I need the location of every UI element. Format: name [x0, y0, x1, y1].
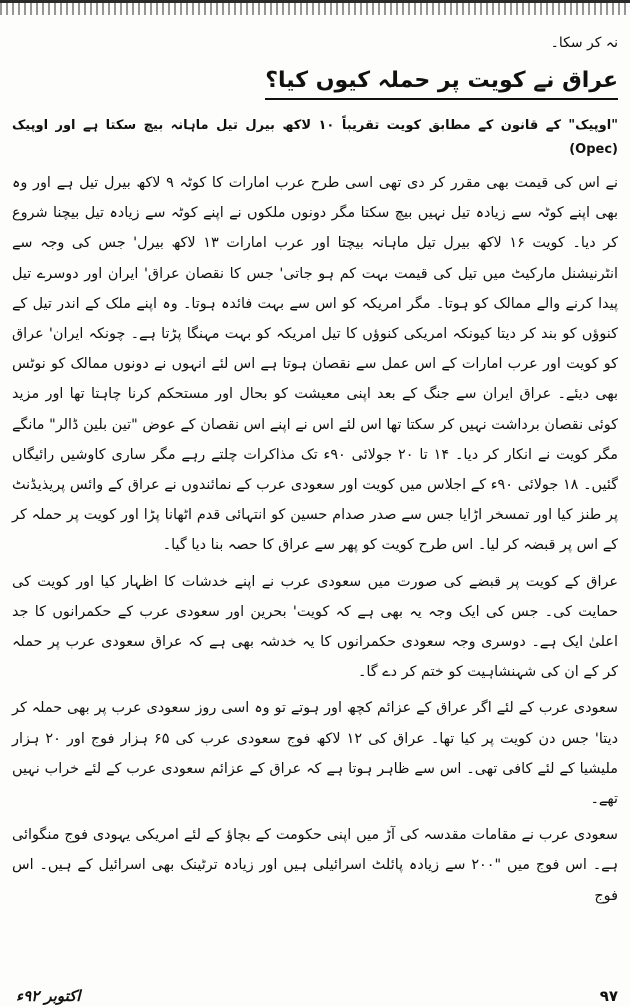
page-footer: [0, 983, 630, 1007]
intro-line: "اوپیک" کے قانون کے مطابق کویت تقریباً ۱۰ لاکھ بیرل تیل ماہانہ بیچ سکتا ہے اور اوپیک (Opec): [12, 118, 618, 157]
paragraph-3: سعودی عرب کے لئے اگر عراق کے عزائم کچھ اور ہوتے تو وہ اسی روز سعودی عرب پر بھی حملہ کر دیتا' جس دن کویت پر کیا تھا۔ عراق کی ۱۲ لاکھ فوج سعودی عرب کی ۶۵ ہزار فوج اور ۲۰ ہزار ملیشیا کے لئے کافی تھی۔ اس سے ظاہر ہوتا ہے کہ عراق کے عزائم سعودی عرب کے لئے خراب نہیں تھے۔: [12, 700, 618, 808]
paragraph-4: سعودی عرب نے مقامات مقدسہ کی آڑ میں اپنی حکومت کے بچاؤ کے لئے امریکی یہودی فوج منگوائی ہے۔ اس فوج میں "۲۰۰ سے زیادہ پائلٹ اسرائیلی ہیں اور زیادہ ترٹینک بھی اسرائیل کے ہیں۔ اس فوج: [12, 827, 619, 904]
section-heading: عراق نے کویت پر حملہ کیوں کیا؟: [265, 66, 618, 100]
paragraph-1: نے اس کی قیمت بھی مقرر کر دی تھی اسی طرح عرب امارات کا کوٹہ ۹ لاکھ بیرل تیل ہے اور وہ بھی اپنے کوٹہ سے زیادہ تیل نہیں بیچ سکتا مگر دونوں ملکوں نے اپنے کوٹہ سے زیادہ تیل بیچنا شروع کر دیا۔ کویت ۱۶ لاکھ بیرل تیل ماہانہ بیچتا اور عرب امارات ۱۳ لاکھ بیرل' جس کی وجہ سے انٹرنیشنل مارکیٹ میں تیل کی قیمت بہت کم ہو جاتی' جس کا نقصان عراق' ایران اور دوسرے تیل پیدا کرنے والے ممالک کو ہوتا۔ مگر امریکہ کو اس سے بہت فائدہ ہوتا۔ وہ اپنے ملک کے اندر تیل کے کنوؤں کو بند کر دیتا کیونکہ امریکی کنوؤں کا تیل امریکہ کو بہت مہنگا پڑتا ہے۔ چونکہ ایران' عراق کو کویت اور عرب امارات کے اس عمل سے نقصان ہوتا ہے اس لئے انہوں نے دونوں ممالک کو نوٹس بھی دیئے۔ عراق ایران سے جنگ کے بعد اپنی معیشت کو بحال اور مستحکم کرنا چاہتا تھا اور مزید کوئی نقصان برداشت نہیں کر سکتا تھا اس لئے اس نے اپنے اس نقصان کے عوض "تین بلین ڈالر" مانگے مگر کویت نے انکار کر دیا۔ ۱۴ تا ۲۰ جولائی ۹۰ء تک مذاکرات چلتے رہے مگر ساری کاوشیں رائیگاں گئیں۔ ۱۸ جولائی ۹۰ء کے اجلاس میں کویت اور سعودی عرب کے نمائندوں نے عراق کے وائس پریذیڈنٹ پر طنز کیا اور تمسخر اڑایا جس سے صدر صدام حسین کو انتہائی قدم اٹھانا پڑا اور کویت پر حملہ کر کے اس پر قبضہ کر لیا۔ اس طرح کویت کو پھر سے عراق کا حصہ بنا دیا گیا۔: [12, 175, 619, 554]
paragraph-2: عراق کے کویت پر قبضے کی صورت میں سعودی عرب نے اپنے خدشات کا اظہار کیا اور کویت کی حمایت کی۔ جس کی ایک وجہ یہ بھی ہے کہ کویت' بحرین اور سعودی عرب کے حکمرانوں کا جد اعلیٰ ایک ہے۔ دوسری وجہ سعودی حکمرانوں کا یہ خدشہ بھی ہے کہ عراق سعودی عرب پر حملہ کر کے ان کی شہنشاہیت کو ختم کر دے گا۔: [12, 573, 618, 681]
top-hatch-pattern: [0, 3, 630, 15]
article-body: [12, 30, 618, 917]
previous-section-ending: نہ کر سکا۔: [550, 35, 618, 51]
section-heading-wrap: [12, 66, 618, 100]
issue-date: اکتوبر ۹۲ء: [16, 987, 81, 1005]
page-number: ۹۷: [599, 987, 618, 1005]
